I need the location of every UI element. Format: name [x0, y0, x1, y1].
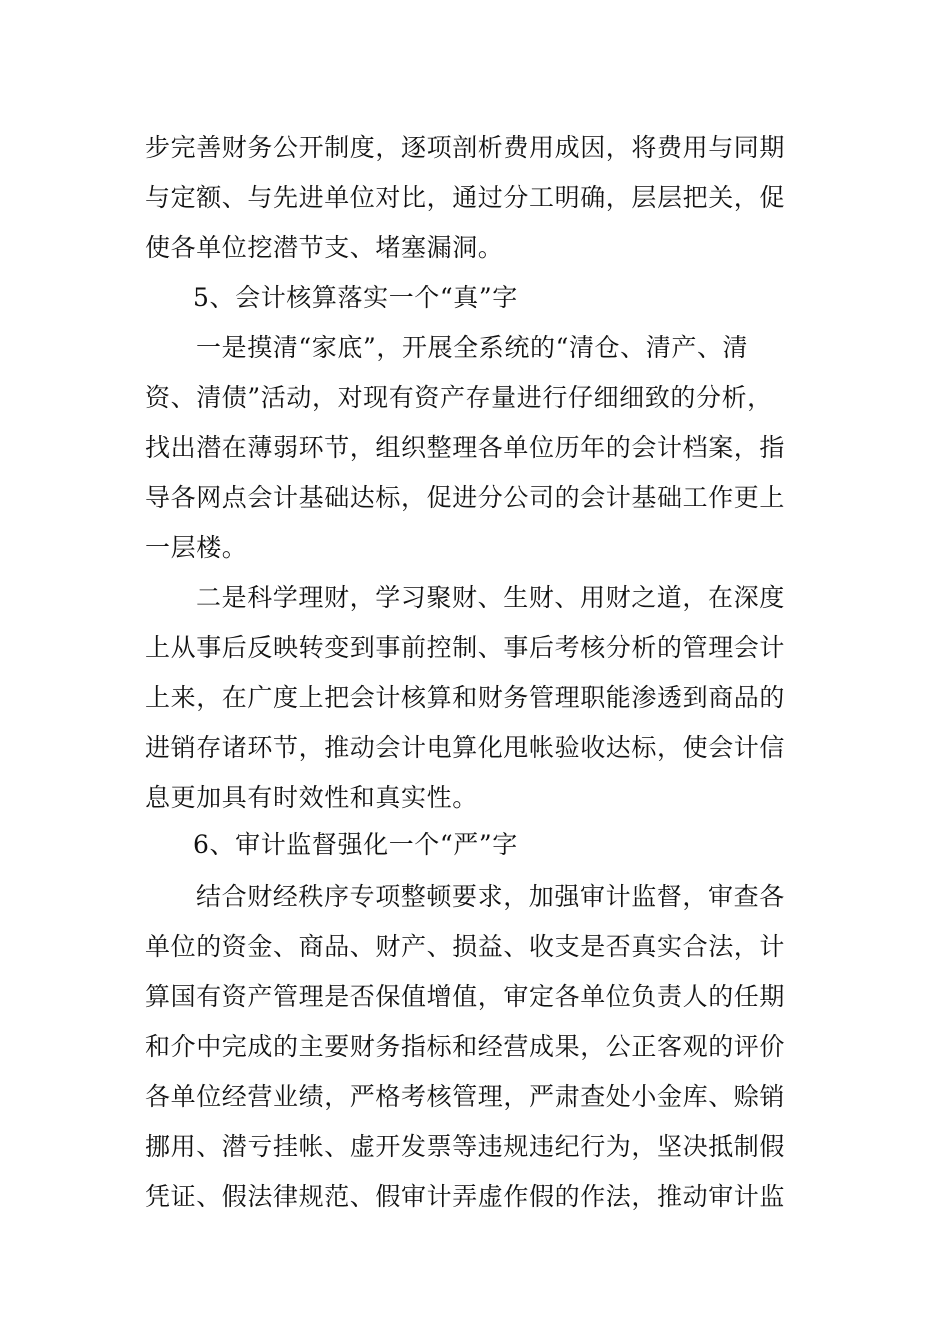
text-line: 算国有资产管理是否保值增值，审定各单位负责人的任期	[145, 982, 786, 1011]
text-line: 各单位经营业绩，严格考核管理，严肃查处小金库、赊销	[145, 1082, 786, 1111]
text-line: 上从事后反映转变到事前控制、事后考核分析的管理会计	[145, 633, 786, 662]
text-line: 单位的资金、商品、财产、损益、收支是否真实合法，计	[145, 932, 786, 961]
section-heading: 5、会计核算落实一个“真”字	[193, 283, 518, 312]
section-heading: 6、审计监督强化一个“严”字	[193, 830, 518, 859]
text-line: 挪用、潜亏挂帐、虚开发票等违规违纪行为，坚决抵制假	[145, 1132, 786, 1161]
text-line: 资、清债”活动，对现有资产存量进行仔细细致的分析，	[145, 383, 773, 412]
text-line: 息更加具有时效性和真实性。	[145, 783, 478, 812]
text-line: 凭证、假法律规范、假审计弄虚作假的作法，推动审计监	[145, 1182, 786, 1211]
text-line: 一层楼。	[145, 533, 248, 562]
text-line: 一是摸清“家底”，开展全系统的“清仓、清产、清	[196, 333, 749, 362]
text-line: 和介中完成的主要财务指标和经营成果，公正客观的评价	[145, 1032, 786, 1061]
text-line: 进销存诸环节，推动会计电算化甩帐验收达标，使会计信	[145, 733, 786, 762]
text-line: 使各单位挖潜节支、堵塞漏洞。	[145, 233, 504, 262]
text-line: 找出潜在薄弱环节，组织整理各单位历年的会计档案，指	[145, 433, 786, 462]
text-line: 二是科学理财，学习聚财、生财、用财之道，在深度	[196, 583, 785, 612]
text-line: 步完善财务公开制度，逐项剖析费用成因，将费用与同期	[145, 133, 786, 162]
text-line: 上来，在广度上把会计核算和财务管理职能渗透到商品的	[145, 683, 786, 712]
text-line: 与定额、与先进单位对比，通过分工明确，层层把关，促	[145, 183, 786, 212]
text-line: 导各网点会计基础达标，促进分公司的会计基础工作更上	[145, 483, 786, 512]
text-line: 结合财经秩序专项整顿要求，加强审计监督，审查各	[196, 882, 785, 911]
